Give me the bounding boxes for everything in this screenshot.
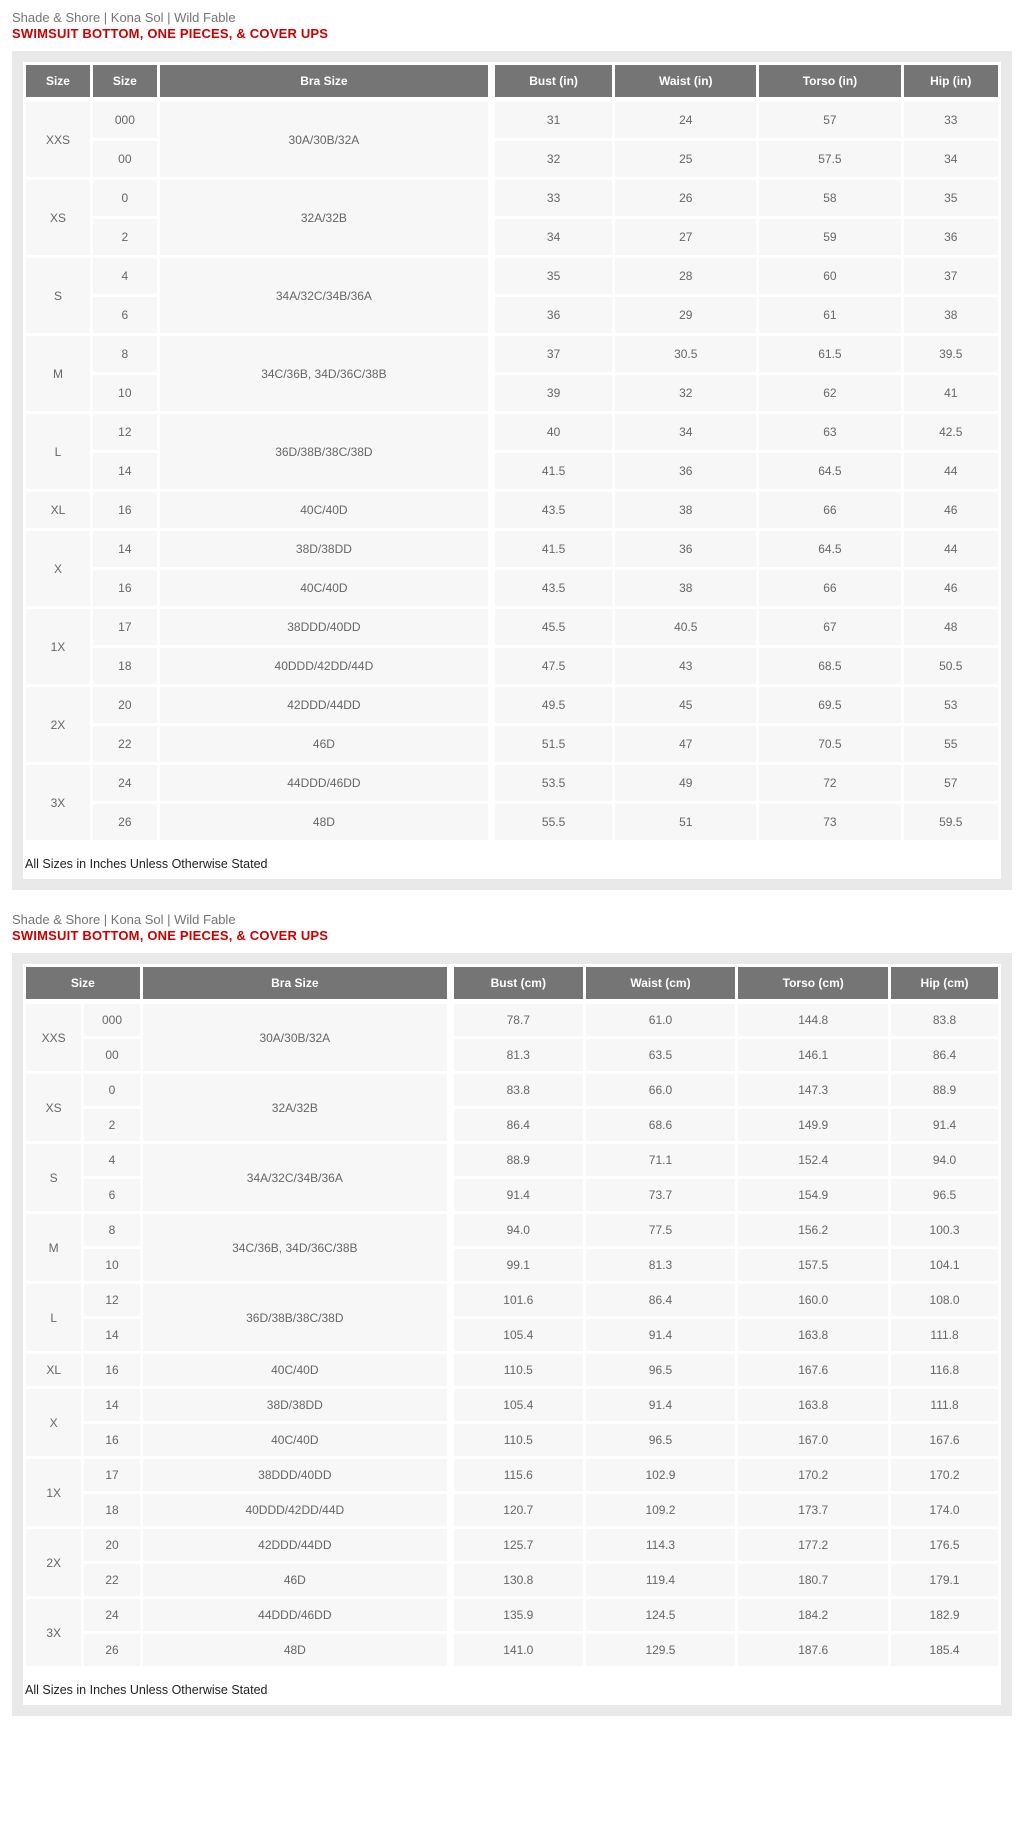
torso-measurement-cell: 149.9 (738, 1109, 888, 1141)
hip-measurement-cell: 179.1 (891, 1564, 998, 1596)
waist-measurement-cell: 25 (615, 141, 756, 177)
torso-measurement-cell: 154.9 (738, 1179, 888, 1211)
hip-measurement-cell: 88.9 (891, 1074, 998, 1106)
table-row (26, 765, 998, 801)
bust-measurement-cell: 101.6 (450, 1284, 583, 1316)
table-row (26, 1529, 998, 1561)
section-inches (12, 8, 1012, 890)
bust-measurement-cell: 88.9 (450, 1144, 583, 1176)
hip-measurement-cell: 44 (904, 453, 998, 489)
column-header: Hip (cm) (891, 967, 998, 1001)
size-label-cell: S (26, 1144, 81, 1211)
table-row (26, 258, 998, 294)
bra-size-cell: 32A/32B (143, 1074, 447, 1141)
bust-measurement-cell: 99.1 (450, 1249, 583, 1281)
hip-measurement-cell: 38 (904, 297, 998, 333)
bra-size-cell: 46D (160, 726, 488, 762)
hip-measurement-cell: 42.5 (904, 414, 998, 450)
size-number-cell: 18 (93, 648, 157, 684)
waist-measurement-cell: 29 (615, 297, 756, 333)
hip-measurement-cell: 46 (904, 570, 998, 606)
table-row (26, 1074, 998, 1106)
table-row (26, 1599, 998, 1631)
waist-measurement-cell: 51 (615, 804, 756, 840)
table-row (26, 1214, 998, 1246)
size-number-cell: 6 (93, 297, 157, 333)
torso-measurement-cell: 144.8 (738, 1004, 888, 1036)
header-row (26, 967, 998, 1001)
waist-measurement-cell: 28 (615, 258, 756, 294)
table-row (26, 687, 998, 723)
size-label-cell: L (26, 414, 90, 489)
bra-size-cell: 42DDD/44DD (143, 1529, 447, 1561)
waist-measurement-cell: 43 (615, 648, 756, 684)
size-number-cell: 20 (93, 687, 157, 723)
torso-measurement-cell: 69.5 (759, 687, 900, 723)
torso-measurement-cell: 167.0 (738, 1424, 888, 1456)
hip-measurement-cell: 41 (904, 375, 998, 411)
bust-measurement-cell: 40 (491, 414, 612, 450)
bust-measurement-cell: 105.4 (450, 1319, 583, 1351)
bra-size-cell: 40C/40D (160, 492, 488, 528)
table-row (26, 1144, 998, 1176)
hip-measurement-cell: 37 (904, 258, 998, 294)
waist-measurement-cell: 102.9 (586, 1459, 736, 1491)
torso-measurement-cell: 58 (759, 180, 900, 216)
table-row (26, 1564, 998, 1596)
column-header: Size (93, 65, 157, 99)
chart-panel-centimeters (12, 953, 1012, 1716)
table-row (26, 1004, 998, 1036)
bra-size-cell: 40C/40D (143, 1354, 447, 1386)
size-chart-table-centimeters (23, 964, 1001, 1669)
hip-measurement-cell: 86.4 (891, 1039, 998, 1071)
torso-measurement-cell: 187.6 (738, 1634, 888, 1666)
size-label-cell: XXS (26, 102, 90, 177)
size-number-cell: 6 (84, 1179, 139, 1211)
torso-measurement-cell: 184.2 (738, 1599, 888, 1631)
bust-measurement-cell: 53.5 (491, 765, 612, 801)
size-number-cell: 2 (84, 1109, 139, 1141)
size-label-cell: XL (26, 492, 90, 528)
torso-measurement-cell: 146.1 (738, 1039, 888, 1071)
bra-size-cell: 40DDD/42DD/44D (143, 1494, 447, 1526)
hip-measurement-cell: 170.2 (891, 1459, 998, 1491)
size-number-cell: 00 (84, 1039, 139, 1071)
section-header (12, 8, 1012, 51)
table-row (26, 1634, 998, 1666)
chart-panel-inches (12, 51, 1012, 890)
bra-size-cell: 40C/40D (143, 1424, 447, 1456)
hip-measurement-cell: 36 (904, 219, 998, 255)
waist-measurement-cell: 66.0 (586, 1074, 736, 1106)
hip-measurement-cell: 33 (904, 102, 998, 138)
category-title: SWIMSUIT BOTTOM, ONE PIECES, & COVER UPS (12, 26, 329, 41)
waist-measurement-cell: 91.4 (586, 1389, 736, 1421)
hip-measurement-cell: 35 (904, 180, 998, 216)
footnote: All Sizes in Inches Unless Otherwise Stated (23, 843, 1001, 879)
hip-measurement-cell: 59.5 (904, 804, 998, 840)
hip-measurement-cell: 53 (904, 687, 998, 723)
table-row (26, 1459, 998, 1491)
torso-measurement-cell: 157.5 (738, 1249, 888, 1281)
torso-measurement-cell: 67 (759, 609, 900, 645)
torso-measurement-cell: 177.2 (738, 1529, 888, 1561)
waist-measurement-cell: 30.5 (615, 336, 756, 372)
brand-breadcrumb: Shade & Shore | Kona Sol | Wild Fable (12, 10, 236, 25)
hip-measurement-cell: 182.9 (891, 1599, 998, 1631)
torso-measurement-cell: 60 (759, 258, 900, 294)
table-row (26, 414, 998, 450)
column-header: Waist (cm) (586, 967, 736, 1001)
bra-size-cell: 38DDD/40DD (143, 1459, 447, 1491)
size-number-cell: 4 (93, 258, 157, 294)
waist-measurement-cell: 96.5 (586, 1354, 736, 1386)
bust-measurement-cell: 125.7 (450, 1529, 583, 1561)
waist-measurement-cell: 91.4 (586, 1319, 736, 1351)
table-row (26, 1354, 998, 1386)
bust-measurement-cell: 86.4 (450, 1109, 583, 1141)
hip-measurement-cell: 44 (904, 531, 998, 567)
torso-measurement-cell: 57 (759, 102, 900, 138)
torso-measurement-cell: 147.3 (738, 1074, 888, 1106)
torso-measurement-cell: 163.8 (738, 1319, 888, 1351)
size-label-cell: 1X (26, 609, 90, 684)
bra-size-cell: 44DDD/46DD (143, 1599, 447, 1631)
waist-measurement-cell: 86.4 (586, 1284, 736, 1316)
size-label-cell: 2X (26, 687, 90, 762)
bust-measurement-cell: 51.5 (491, 726, 612, 762)
size-number-cell: 14 (84, 1319, 139, 1351)
torso-measurement-cell: 72 (759, 765, 900, 801)
torso-measurement-cell: 61 (759, 297, 900, 333)
bust-measurement-cell: 41.5 (491, 453, 612, 489)
bra-size-cell: 48D (143, 1634, 447, 1666)
column-header: Bra Size (160, 65, 488, 99)
bust-measurement-cell: 35 (491, 258, 612, 294)
bust-measurement-cell: 110.5 (450, 1424, 583, 1456)
bust-measurement-cell: 81.3 (450, 1039, 583, 1071)
size-number-cell: 2 (93, 219, 157, 255)
size-number-cell: 26 (93, 804, 157, 840)
chart-inner (23, 964, 1001, 1705)
waist-measurement-cell: 129.5 (586, 1634, 736, 1666)
size-number-cell: 8 (93, 336, 157, 372)
bust-measurement-cell: 47.5 (491, 648, 612, 684)
torso-measurement-cell: 66 (759, 570, 900, 606)
size-label-cell: X (26, 1389, 81, 1456)
table-row (26, 726, 998, 762)
section-header (12, 910, 1012, 953)
waist-measurement-cell: 73.7 (586, 1179, 736, 1211)
waist-measurement-cell: 124.5 (586, 1599, 736, 1631)
bra-size-cell: 34C/36B, 34D/36C/38B (143, 1214, 447, 1281)
bra-size-cell: 30A/30B/32A (143, 1004, 447, 1071)
section-centimeters (12, 910, 1012, 1716)
table-row (26, 1494, 998, 1526)
torso-measurement-cell: 167.6 (738, 1354, 888, 1386)
hip-measurement-cell: 176.5 (891, 1529, 998, 1561)
table-row (26, 336, 998, 372)
waist-measurement-cell: 68.6 (586, 1109, 736, 1141)
column-header: Bust (in) (491, 65, 612, 99)
size-number-cell: 00 (93, 141, 157, 177)
size-label-cell: XS (26, 1074, 81, 1141)
column-header: Bra Size (143, 967, 447, 1001)
bust-measurement-cell: 78.7 (450, 1004, 583, 1036)
bust-measurement-cell: 43.5 (491, 492, 612, 528)
torso-measurement-cell: 57.5 (759, 141, 900, 177)
hip-measurement-cell: 55 (904, 726, 998, 762)
bust-measurement-cell: 43.5 (491, 570, 612, 606)
torso-measurement-cell: 68.5 (759, 648, 900, 684)
bust-measurement-cell: 55.5 (491, 804, 612, 840)
size-number-cell: 24 (93, 765, 157, 801)
hip-measurement-cell: 111.8 (891, 1389, 998, 1421)
torso-measurement-cell: 61.5 (759, 336, 900, 372)
hip-measurement-cell: 50.5 (904, 648, 998, 684)
size-label-cell: 3X (26, 1599, 81, 1666)
torso-measurement-cell: 170.2 (738, 1459, 888, 1491)
waist-measurement-cell: 36 (615, 453, 756, 489)
size-number-cell: 17 (84, 1459, 139, 1491)
bra-size-cell: 48D (160, 804, 488, 840)
waist-measurement-cell: 77.5 (586, 1214, 736, 1246)
size-number-cell: 10 (84, 1249, 139, 1281)
bust-measurement-cell: 32 (491, 141, 612, 177)
hip-measurement-cell: 100.3 (891, 1214, 998, 1246)
waist-measurement-cell: 32 (615, 375, 756, 411)
torso-measurement-cell: 160.0 (738, 1284, 888, 1316)
size-label-cell: X (26, 531, 90, 606)
hip-measurement-cell: 57 (904, 765, 998, 801)
chart-inner (23, 62, 1001, 879)
bra-size-cell: 36D/38B/38C/38D (143, 1284, 447, 1351)
bust-measurement-cell: 49.5 (491, 687, 612, 723)
table-row (26, 1284, 998, 1316)
table-row (26, 180, 998, 216)
size-label-cell: M (26, 1214, 81, 1281)
bra-size-cell: 46D (143, 1564, 447, 1596)
size-label-cell: 2X (26, 1529, 81, 1596)
bust-measurement-cell: 31 (491, 102, 612, 138)
table-row (26, 570, 998, 606)
torso-measurement-cell: 163.8 (738, 1389, 888, 1421)
size-number-cell: 26 (84, 1634, 139, 1666)
size-label-cell: L (26, 1284, 81, 1351)
column-header: Torso (in) (759, 65, 900, 99)
torso-measurement-cell: 64.5 (759, 531, 900, 567)
torso-measurement-cell: 73 (759, 804, 900, 840)
size-number-cell: 4 (84, 1144, 139, 1176)
bra-size-cell: 38D/38DD (160, 531, 488, 567)
size-label-cell: 1X (26, 1459, 81, 1526)
size-number-cell: 0 (84, 1074, 139, 1106)
size-label-cell: S (26, 258, 90, 333)
bust-measurement-cell: 33 (491, 180, 612, 216)
size-label-cell: XXS (26, 1004, 81, 1071)
hip-measurement-cell: 167.6 (891, 1424, 998, 1456)
hip-measurement-cell: 83.8 (891, 1004, 998, 1036)
waist-measurement-cell: 109.2 (586, 1494, 736, 1526)
waist-measurement-cell: 38 (615, 570, 756, 606)
table-row (26, 609, 998, 645)
size-number-cell: 17 (93, 609, 157, 645)
bra-size-cell: 42DDD/44DD (160, 687, 488, 723)
size-number-cell: 14 (93, 453, 157, 489)
waist-measurement-cell: 24 (615, 102, 756, 138)
size-number-cell: 16 (93, 570, 157, 606)
bra-size-cell: 34C/36B, 34D/36C/38B (160, 336, 488, 411)
bust-measurement-cell: 115.6 (450, 1459, 583, 1491)
torso-measurement-cell: 180.7 (738, 1564, 888, 1596)
column-header: Hip (in) (904, 65, 998, 99)
hip-measurement-cell: 185.4 (891, 1634, 998, 1666)
waist-measurement-cell: 47 (615, 726, 756, 762)
waist-measurement-cell: 40.5 (615, 609, 756, 645)
hip-measurement-cell: 96.5 (891, 1179, 998, 1211)
torso-measurement-cell: 173.7 (738, 1494, 888, 1526)
bust-measurement-cell: 41.5 (491, 531, 612, 567)
bra-size-cell: 30A/30B/32A (160, 102, 488, 177)
column-header: Size (26, 967, 140, 1001)
table-row (26, 1389, 998, 1421)
bust-measurement-cell: 130.8 (450, 1564, 583, 1596)
table-row (26, 1424, 998, 1456)
torso-measurement-cell: 66 (759, 492, 900, 528)
bust-measurement-cell: 45.5 (491, 609, 612, 645)
waist-measurement-cell: 34 (615, 414, 756, 450)
size-number-cell: 000 (84, 1004, 139, 1036)
size-number-cell: 22 (93, 726, 157, 762)
table-row (26, 804, 998, 840)
size-number-cell: 16 (84, 1354, 139, 1386)
torso-measurement-cell: 59 (759, 219, 900, 255)
footnote: All Sizes in Inches Unless Otherwise Stated (23, 1669, 1001, 1705)
header-row (26, 65, 998, 99)
waist-measurement-cell: 26 (615, 180, 756, 216)
size-chart-table-inches (23, 62, 1001, 843)
waist-measurement-cell: 49 (615, 765, 756, 801)
bust-measurement-cell: 37 (491, 336, 612, 372)
waist-measurement-cell: 45 (615, 687, 756, 723)
bra-size-cell: 44DDD/46DD (160, 765, 488, 801)
size-number-cell: 14 (93, 531, 157, 567)
size-number-cell: 8 (84, 1214, 139, 1246)
size-number-cell: 20 (84, 1529, 139, 1561)
size-label-cell: 3X (26, 765, 90, 840)
category-title: SWIMSUIT BOTTOM, ONE PIECES, & COVER UPS (12, 928, 329, 943)
hip-measurement-cell: 111.8 (891, 1319, 998, 1351)
size-number-cell: 0 (93, 180, 157, 216)
bust-measurement-cell: 94.0 (450, 1214, 583, 1246)
hip-measurement-cell: 108.0 (891, 1284, 998, 1316)
bust-measurement-cell: 110.5 (450, 1354, 583, 1386)
torso-measurement-cell: 64.5 (759, 453, 900, 489)
bust-measurement-cell: 120.7 (450, 1494, 583, 1526)
waist-measurement-cell: 71.1 (586, 1144, 736, 1176)
waist-measurement-cell: 63.5 (586, 1039, 736, 1071)
bra-size-cell: 32A/32B (160, 180, 488, 255)
table-row (26, 648, 998, 684)
table-row (26, 492, 998, 528)
bust-measurement-cell: 105.4 (450, 1389, 583, 1421)
column-header: Waist (in) (615, 65, 756, 99)
hip-measurement-cell: 91.4 (891, 1109, 998, 1141)
waist-measurement-cell: 61.0 (586, 1004, 736, 1036)
size-number-cell: 10 (93, 375, 157, 411)
size-number-cell: 24 (84, 1599, 139, 1631)
size-number-cell: 000 (93, 102, 157, 138)
bra-size-cell: 34A/32C/34B/36A (160, 258, 488, 333)
bust-measurement-cell: 34 (491, 219, 612, 255)
torso-measurement-cell: 70.5 (759, 726, 900, 762)
brand-breadcrumb: Shade & Shore | Kona Sol | Wild Fable (12, 912, 236, 927)
column-header: Size (26, 65, 90, 99)
size-number-cell: 12 (93, 414, 157, 450)
column-header: Torso (cm) (738, 967, 888, 1001)
bra-size-cell: 40C/40D (160, 570, 488, 606)
waist-measurement-cell: 81.3 (586, 1249, 736, 1281)
waist-measurement-cell: 36 (615, 531, 756, 567)
size-number-cell: 22 (84, 1564, 139, 1596)
size-label-cell: XL (26, 1354, 81, 1386)
bra-size-cell: 38DDD/40DD (160, 609, 488, 645)
bust-measurement-cell: 135.9 (450, 1599, 583, 1631)
waist-measurement-cell: 119.4 (586, 1564, 736, 1596)
torso-measurement-cell: 62 (759, 375, 900, 411)
bust-measurement-cell: 36 (491, 297, 612, 333)
torso-measurement-cell: 156.2 (738, 1214, 888, 1246)
waist-measurement-cell: 114.3 (586, 1529, 736, 1561)
hip-measurement-cell: 34 (904, 141, 998, 177)
size-number-cell: 18 (84, 1494, 139, 1526)
hip-measurement-cell: 39.5 (904, 336, 998, 372)
bust-measurement-cell: 39 (491, 375, 612, 411)
size-label-cell: XS (26, 180, 90, 255)
hip-measurement-cell: 94.0 (891, 1144, 998, 1176)
size-label-cell: M (26, 336, 90, 411)
table-row (26, 102, 998, 138)
hip-measurement-cell: 48 (904, 609, 998, 645)
bra-size-cell: 40DDD/42DD/44D (160, 648, 488, 684)
hip-measurement-cell: 174.0 (891, 1494, 998, 1526)
waist-measurement-cell: 27 (615, 219, 756, 255)
table-row (26, 531, 998, 567)
column-header: Bust (cm) (450, 967, 583, 1001)
hip-measurement-cell: 104.1 (891, 1249, 998, 1281)
torso-measurement-cell: 63 (759, 414, 900, 450)
bra-size-cell: 34A/32C/34B/36A (143, 1144, 447, 1211)
bra-size-cell: 36D/38B/38C/38D (160, 414, 488, 489)
size-number-cell: 16 (84, 1424, 139, 1456)
bra-size-cell: 38D/38DD (143, 1389, 447, 1421)
waist-measurement-cell: 96.5 (586, 1424, 736, 1456)
waist-measurement-cell: 38 (615, 492, 756, 528)
hip-measurement-cell: 46 (904, 492, 998, 528)
bust-measurement-cell: 91.4 (450, 1179, 583, 1211)
bust-measurement-cell: 83.8 (450, 1074, 583, 1106)
size-number-cell: 16 (93, 492, 157, 528)
bust-measurement-cell: 141.0 (450, 1634, 583, 1666)
size-number-cell: 12 (84, 1284, 139, 1316)
torso-measurement-cell: 152.4 (738, 1144, 888, 1176)
size-number-cell: 14 (84, 1389, 139, 1421)
hip-measurement-cell: 116.8 (891, 1354, 998, 1386)
